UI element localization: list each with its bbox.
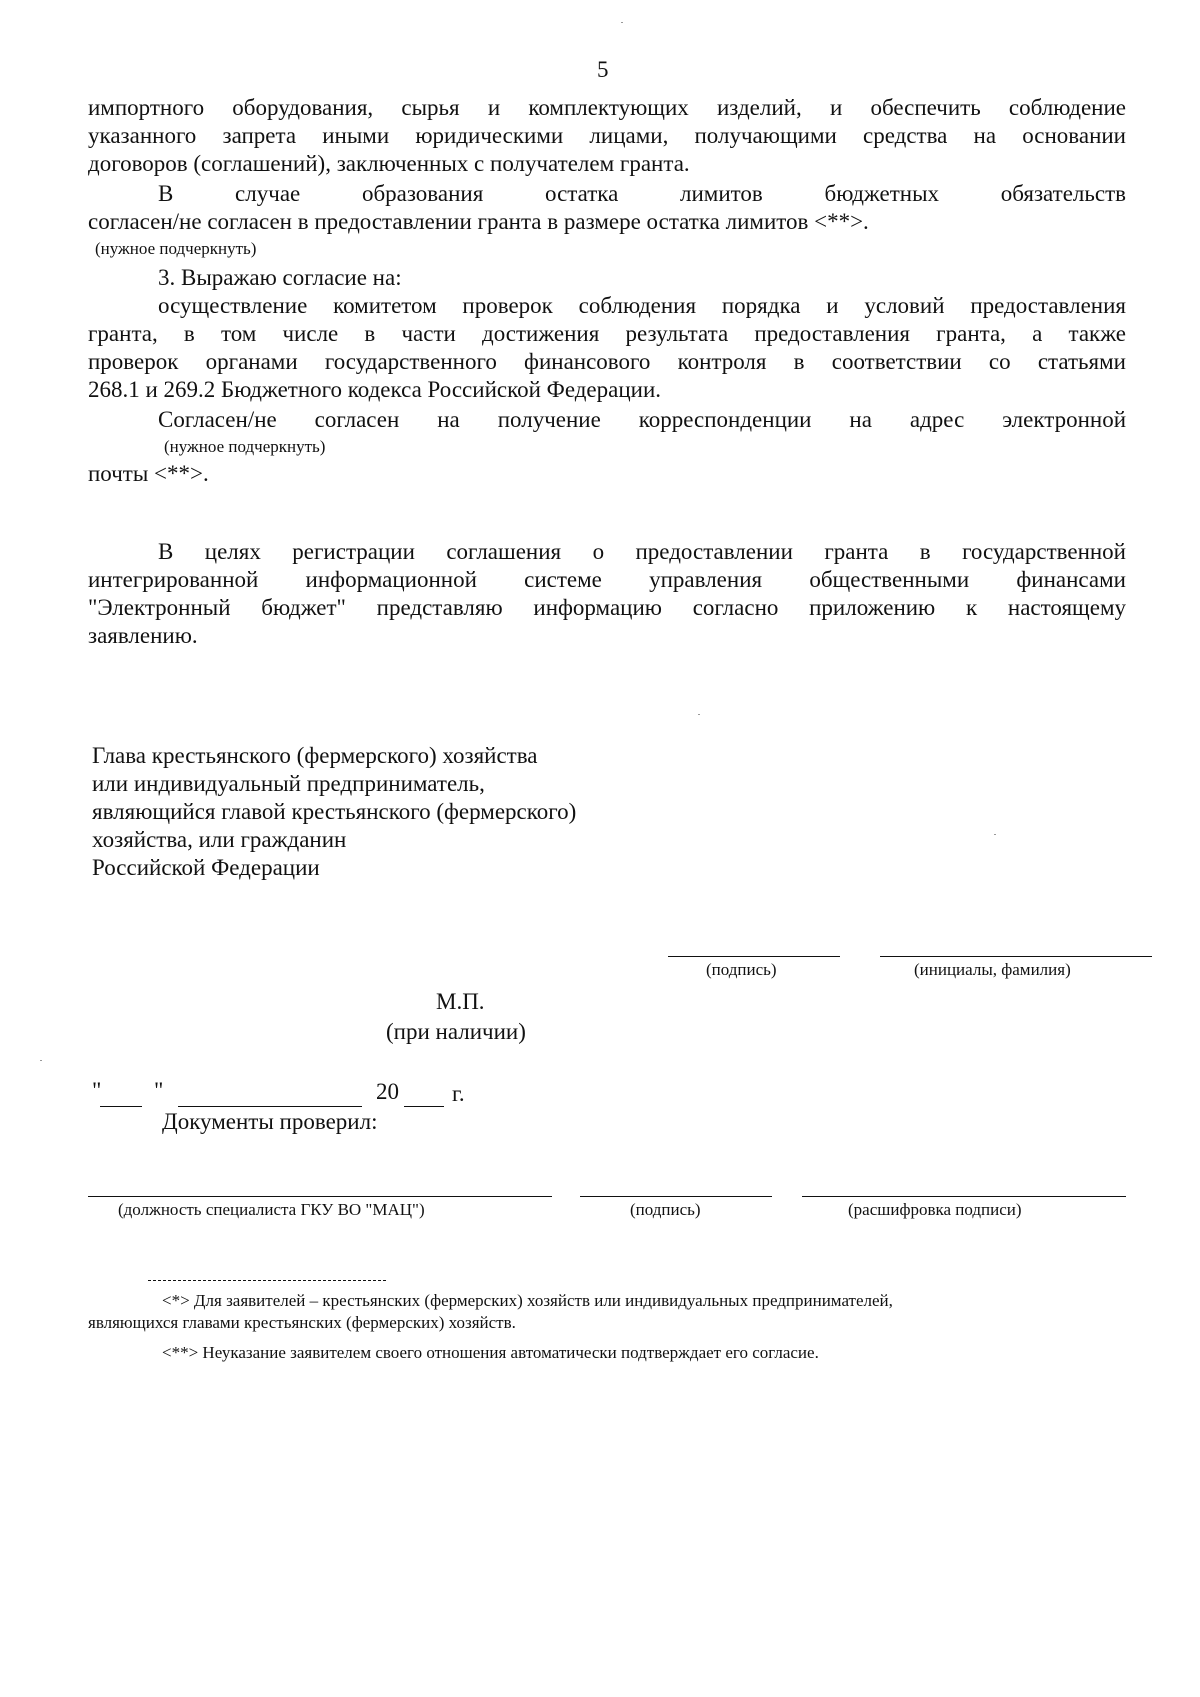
scan-speck [994,834,996,835]
body-line: Согласен/не согласен на получение корреспонденции на адрес электронной [158,407,1126,432]
position-line [88,1196,552,1197]
decoding-line [802,1196,1126,1197]
body-line: импортного оборудования, сырья и комплектующих изделий, и обеспечить соблюдение [88,95,1126,120]
position-caption: (должность специалиста ГКУ ВО "МАЦ") [118,1200,425,1219]
body-line: В целях регистрации соглашения о предоставлении гранта в государственной [158,539,1126,564]
signatory-line: или индивидуальный предприниматель, [92,771,485,796]
name-line [880,956,1152,957]
scan-speck [698,714,700,715]
body-line: договоров (соглашений), заключенных с получателем гранта. [88,151,690,176]
page-number: 5 [597,57,609,82]
checker-signature-line [580,1196,772,1197]
footnote: <**> Неуказание заявителем своего отношения автоматически подтверждает его согласие. [162,1343,819,1362]
signature-line [668,956,840,957]
footnote-separator [148,1280,386,1281]
signature-caption: (подпись) [706,960,777,979]
body-line: заявлению. [88,623,198,648]
date-quote-open: " [92,1078,102,1103]
name-caption: (инициалы, фамилия) [914,960,1071,979]
footnote: <*> Для заявителей – крестьянских (фермерских) хозяйств или индивидуальных предпринимателей, [162,1291,893,1310]
signatory-line: являющийся главой крестьянского (фермерского) [92,799,577,824]
checked-by-label: Документы проверил: [162,1109,378,1134]
stamp-label: М.П. [436,989,485,1014]
signatory-line: Глава крестьянского (фермерского) хозяйства [92,743,538,768]
footnote: являющихся главами крестьянских (фермерских) хозяйств. [88,1313,516,1332]
decoding-caption: (расшифровка подписи) [848,1200,1022,1219]
body-line: интегрированной информационной системе управления общественными финансами [88,567,1126,592]
checker-signature-caption: (подпись) [630,1200,701,1219]
body-line: осуществление комитетом проверок соблюдения порядка и условий предоставления [158,293,1126,318]
body-line: гранта, в том числе в части достижения результата предоставления гранта, а также [88,321,1126,346]
month-blank [178,1106,362,1107]
body-line: "Электронный бюджет" представляю информацию согласно приложению к настоящему [88,595,1126,620]
body-line: проверок органами государственного финансового контроля в соответствии со статьями [88,349,1126,374]
year-blank [404,1106,444,1107]
signatory-line: хозяйства, или гражданин [92,827,347,852]
body-line: согласен/не согласен в предоставлении гранта в размере остатка лимитов <**>. [88,209,869,234]
scan-speck [621,22,623,23]
body-line: указанного запрета иными юридическими лицами, получающими средства на основании [88,123,1126,148]
body-line: 268.1 и 269.2 Бюджетного кодекса Российской Федерации. [88,377,662,402]
date-quote-close: " [154,1078,164,1103]
section-heading: 3. Выражаю согласие на: [158,265,402,290]
day-blank [100,1106,142,1107]
year-suffix: г. [452,1081,465,1106]
scan-speck [40,1060,42,1061]
hint-note: (нужное подчеркнуть) [95,239,257,258]
body-line: почты <**>. [88,461,209,486]
stamp-note: (при наличии) [386,1019,526,1044]
body-line: В случае образования остатка лимитов бюджетных обязательств [158,181,1126,206]
signatory-line: Российской Федерации [92,855,320,880]
hint-note: (нужное подчеркнуть) [164,437,326,456]
year-prefix: 20 [376,1079,399,1104]
